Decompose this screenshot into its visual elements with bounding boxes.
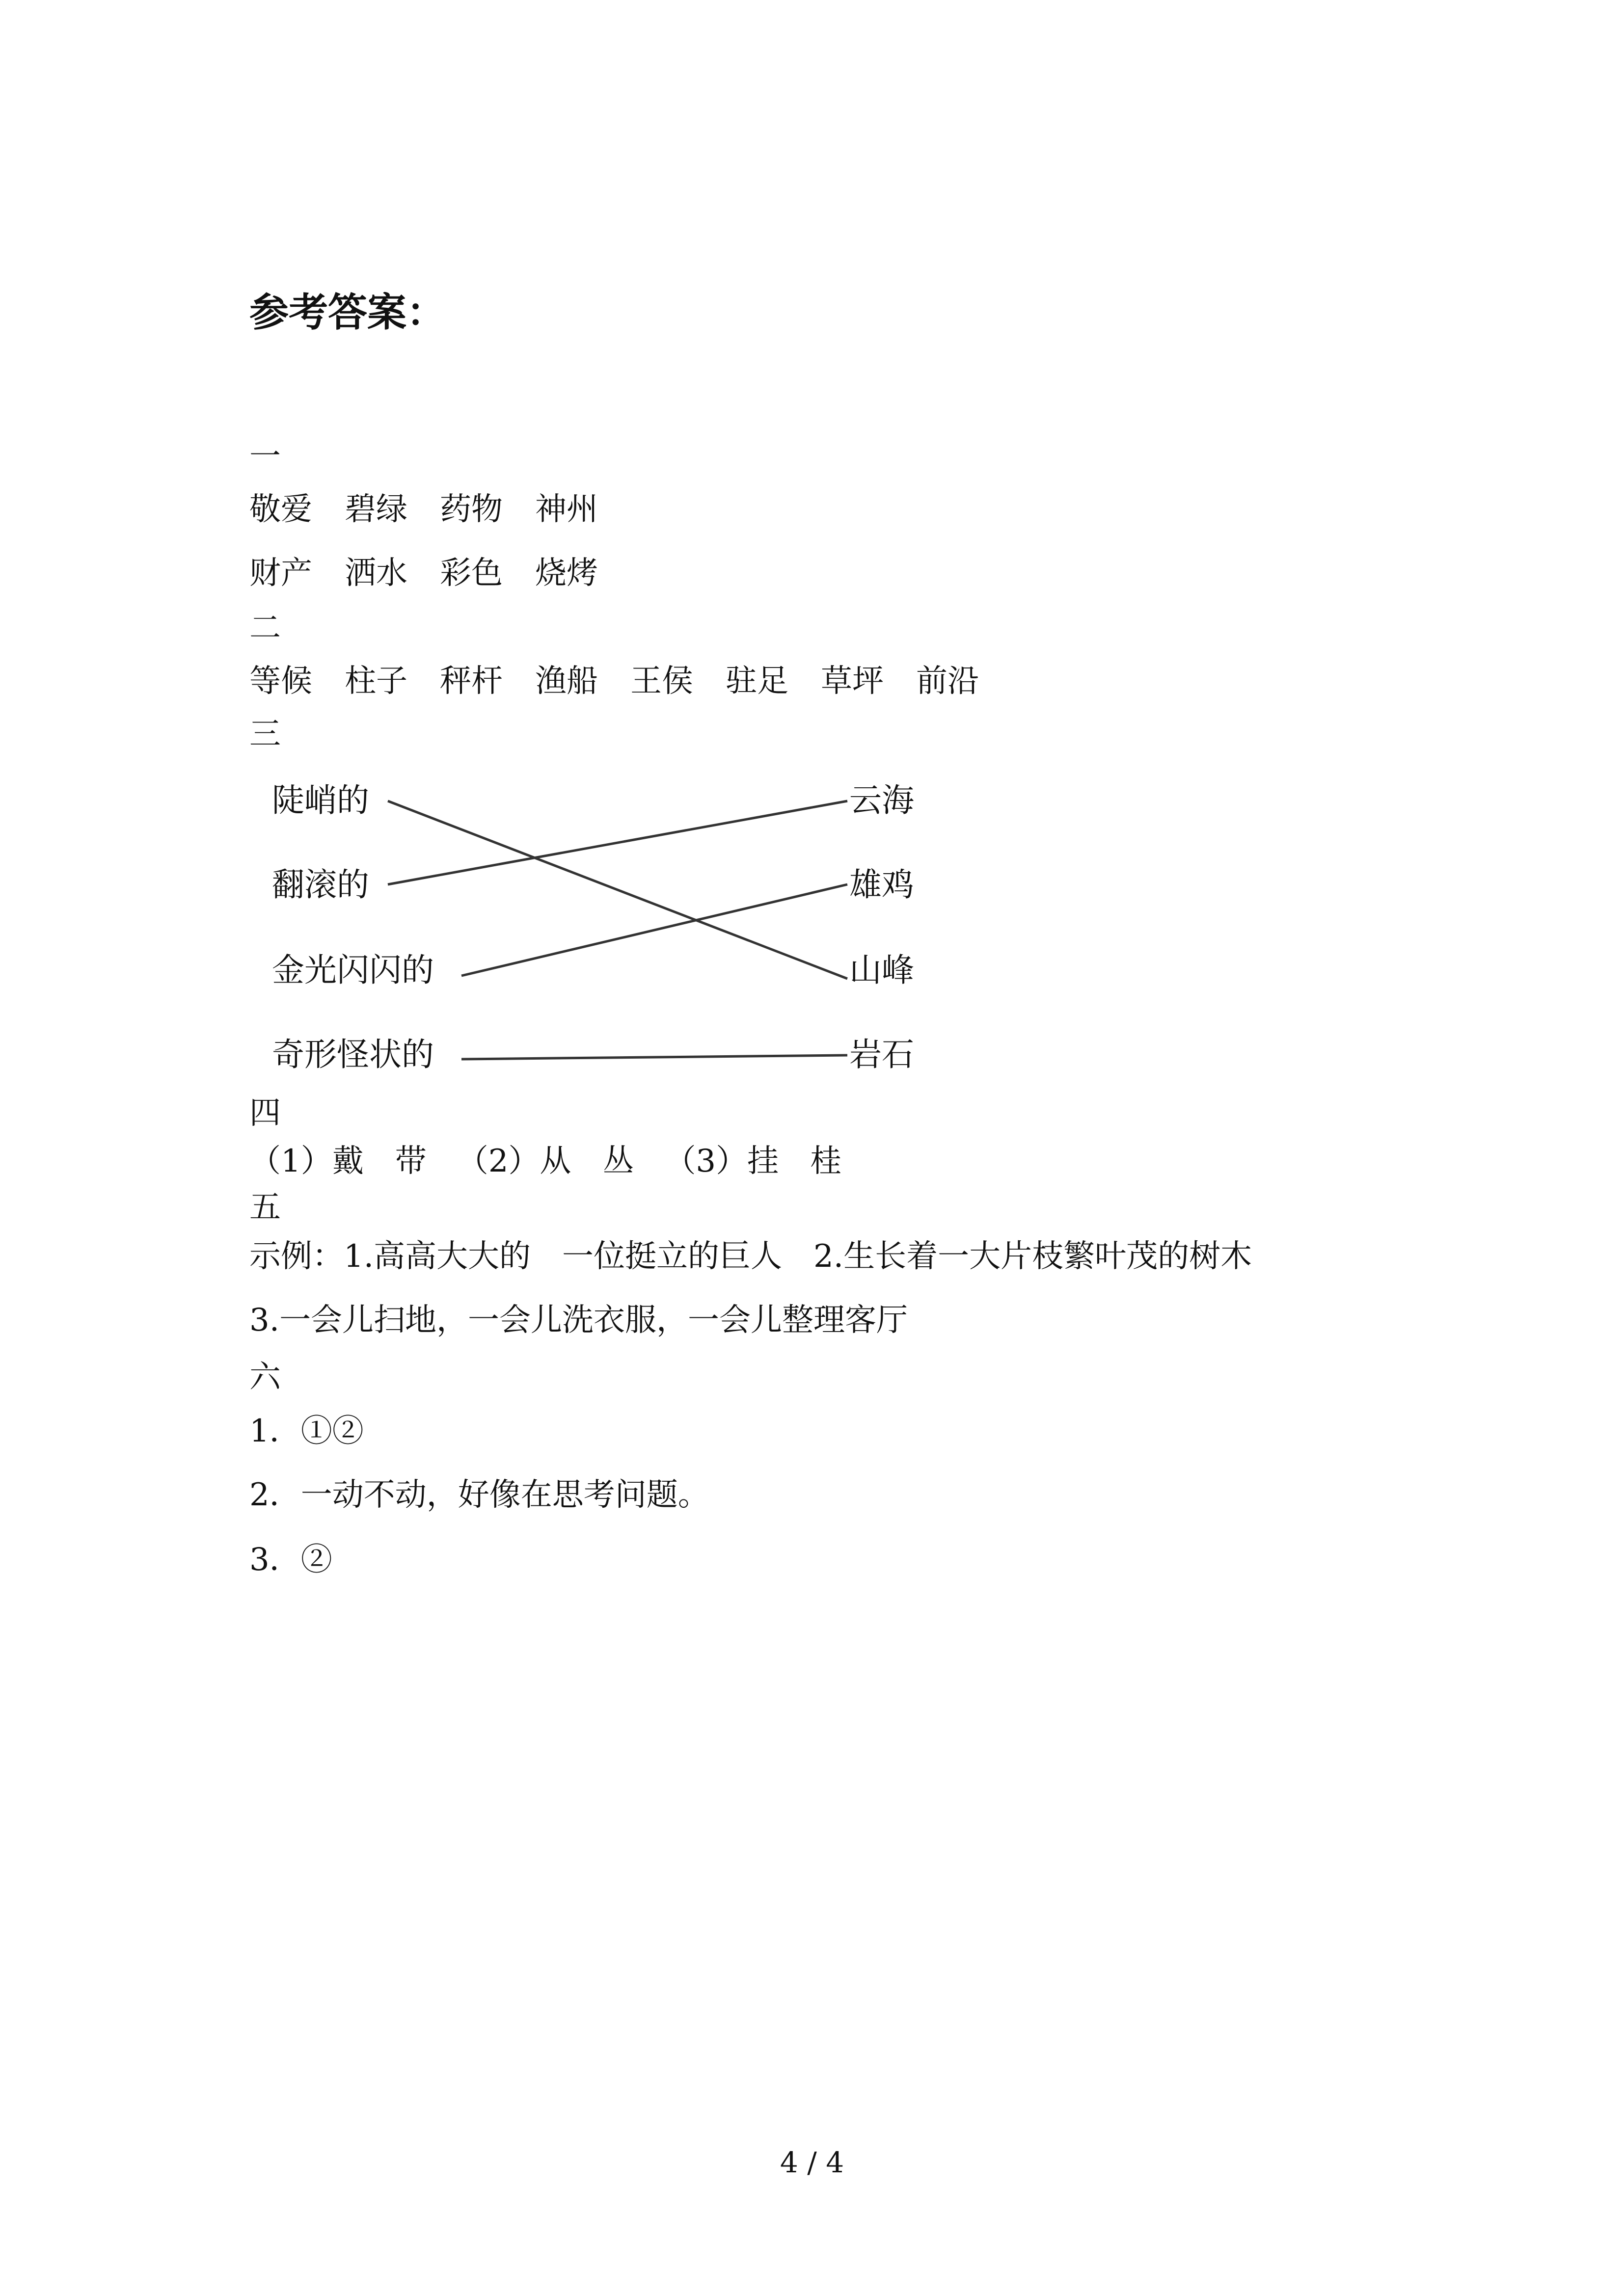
- section-6-answer-1: 1．①②: [249, 1413, 364, 1449]
- section-6-answer-3: 3．②: [249, 1542, 332, 1578]
- word: 渔船: [535, 663, 598, 699]
- word: 秤杆: [440, 663, 503, 699]
- word: 敬爱: [249, 491, 312, 528]
- connector-line-2: [388, 801, 847, 884]
- connector-line-4: [461, 1055, 847, 1059]
- answer-item: （1）戴 带: [249, 1143, 427, 1179]
- connecting-lines: [265, 771, 952, 1085]
- word: 药物: [440, 491, 503, 528]
- section-5-number: 五: [249, 1189, 281, 1226]
- right-item-1: 云海: [849, 781, 914, 819]
- left-item-4: 奇形怪状的: [272, 1036, 434, 1073]
- word: 草坪: [821, 663, 884, 699]
- word: 驻足: [726, 663, 788, 699]
- section-5-line-2: 3.一会儿扫地，一会儿洗衣服，一会儿整理客厅: [249, 1302, 908, 1338]
- section-6-answer-2: 2．一动不动，好像在思考问题。: [249, 1477, 709, 1513]
- left-item-2: 翻滚的: [272, 866, 369, 904]
- connector-line-3: [461, 884, 847, 976]
- right-item-2: 雄鸡: [849, 866, 914, 904]
- answer-item: （2）从 丛: [457, 1143, 634, 1179]
- word: 烧烤: [535, 555, 598, 591]
- section-4-row: [249, 1143, 842, 1179]
- word: 财产: [249, 555, 312, 591]
- section-5-line-1: 示例：1.高高大大的 一位挺立的巨人 2.生长着一大片枝繁叶茂的树木: [249, 1238, 1252, 1275]
- word: 彩色: [440, 555, 503, 591]
- section-4-number: 四: [249, 1095, 281, 1131]
- right-item-3: 山峰: [849, 951, 914, 989]
- left-item-1: 陡峭的: [272, 781, 369, 819]
- section-1-row-2: [249, 555, 630, 591]
- section-2-row: [249, 663, 1011, 699]
- section-6-number: 六: [249, 1359, 281, 1395]
- word: 神州: [535, 491, 598, 528]
- right-item-4: 岩石: [849, 1036, 914, 1073]
- connector-line-1: [388, 801, 847, 979]
- word: 洒水: [345, 555, 407, 591]
- word: 前沿: [916, 663, 979, 699]
- word: 王侯: [630, 663, 693, 699]
- section-2-number: 二: [249, 610, 281, 646]
- word: 柱子: [345, 663, 407, 699]
- answer-heading: 参考答案：: [249, 290, 446, 335]
- word: 等候: [249, 663, 312, 699]
- page-number: 4 / 4: [780, 2146, 844, 2179]
- section-1-number: 一: [249, 438, 281, 475]
- left-item-3: 金光闪闪的: [272, 951, 434, 989]
- section-3-number: 三: [249, 716, 281, 752]
- section-1-row-1: [249, 491, 630, 528]
- matching-exercise: [265, 771, 952, 1085]
- answer-item: （3）挂 桂: [664, 1143, 842, 1179]
- word: 碧绿: [345, 491, 407, 528]
